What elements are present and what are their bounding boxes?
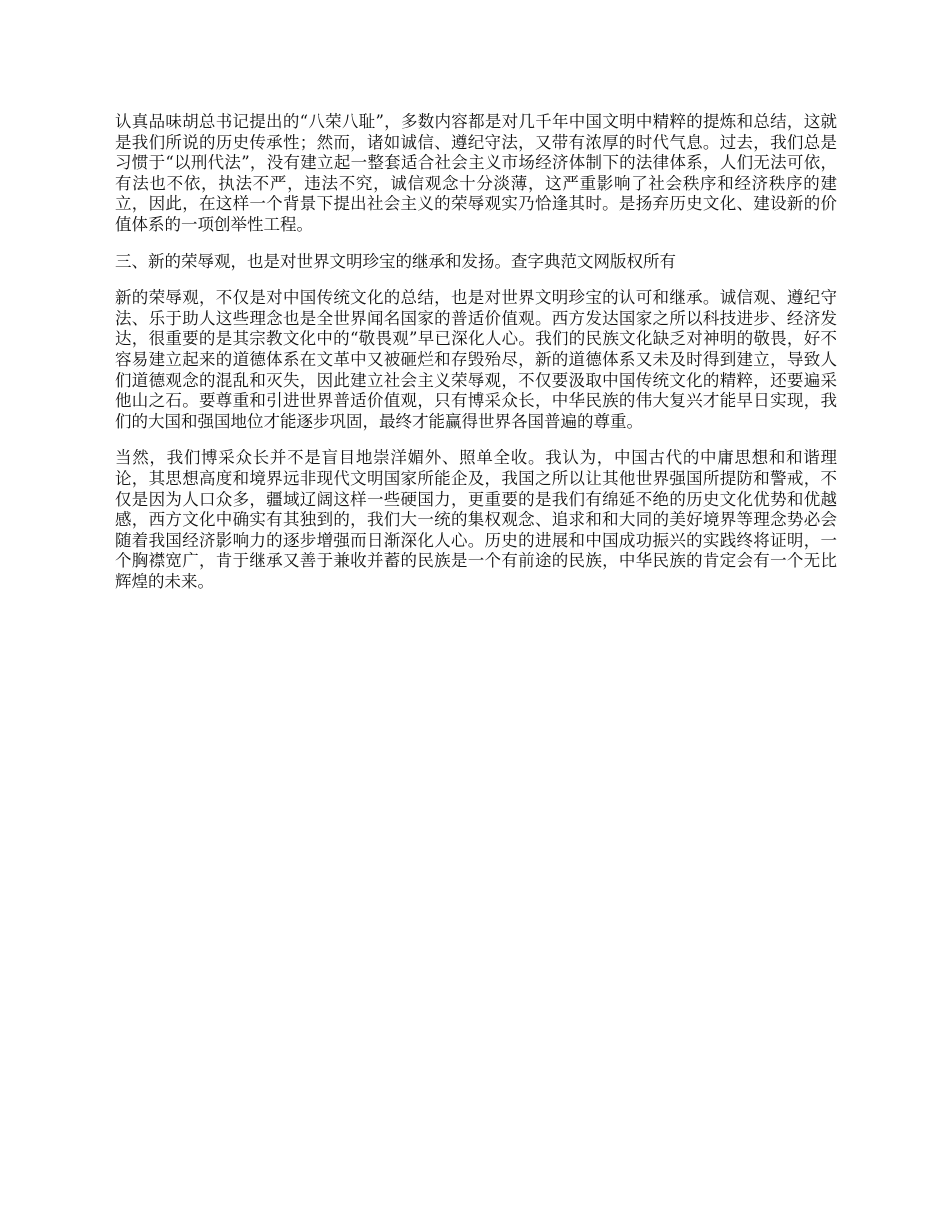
paragraph-1: 认真品味胡总书记提出的“八荣八耻”，多数内容都是对几千年中国文明中精粹的提炼和总结，这就是我们所说的历史传承性；然而，诸如诚信、遵纪守法，又带有浓厚的时代气息。过去，我们总是习惯于“以刑代法”，没有建立起一整套适合社会主义市场经济体制下的法律体系，人们无法可依，有法也不依，执法不严，违法不究，诚信观念十分淡薄，这严重影响了社会秩序和经济秩序的建立，因此，在这样一个背景下提出社会主义的荣辱观实乃恰逢其时。是扬弃历史文化、建设新的价值体系的一项创举性工程。	[115, 112, 837, 234]
document-body	[115, 112, 837, 608]
paragraph-2: 新的荣辱观，不仅是对中国传统文化的总结，也是对世界文明珍宝的认可和继承。诚信观、遵纪守法、乐于助人这些理念也是全世界闻名国家的普适价值观。西方发达国家之所以科技进步、经济发达，很重要的是其宗教文化中的“敬畏观”早已深化人心。我们的民族文化缺乏对神明的敬畏，好不容易建立起来的道德体系在文革中又被砸烂和存毁殆尽，新的道德体系又未及时得到建立，导致人们道德观念的混乱和灭失，因此建立社会主义荣辱观，不仅要汲取中国传统文化的精粹，还要遍采他山之石。要尊重和引进世界普适价值观，只有博采众长，中华民族的伟大复兴才能早日实现，我们的大国和强国地位才能逐步巩固，最终才能赢得世界各国普遍的尊重。	[115, 288, 837, 431]
paragraph-3: 当然，我们博采众长并不是盲目地崇洋媚外、照单全收。我认为，中国古代的中庸思想和和谐理论，其思想高度和境界远非现代文明国家所能企及，我国之所以让其他世界强国所提防和警戒，不仅是因为人口众多，疆域辽阔这样一些硬国力，更重要的是我们有绵延不绝的历史文化优势和优越感，西方文化中确实有其独到的，我们大一统的集权观念、追求和和大同的美好境界等理念势必会随着我国经济影响力的逐步增强而日渐深化人心。历史的进展和中国成功振兴的实践终将证明，一个胸襟宽广，肯于继承又善于兼收并蓄的民族是一个有前途的民族，中华民族的肯定会有一个无比辉煌的未来。	[115, 448, 837, 591]
section-heading-3: 三、新的荣辱观，也是对世界文明珍宝的继承和发扬。查字典范文网版权所有	[115, 251, 676, 271]
